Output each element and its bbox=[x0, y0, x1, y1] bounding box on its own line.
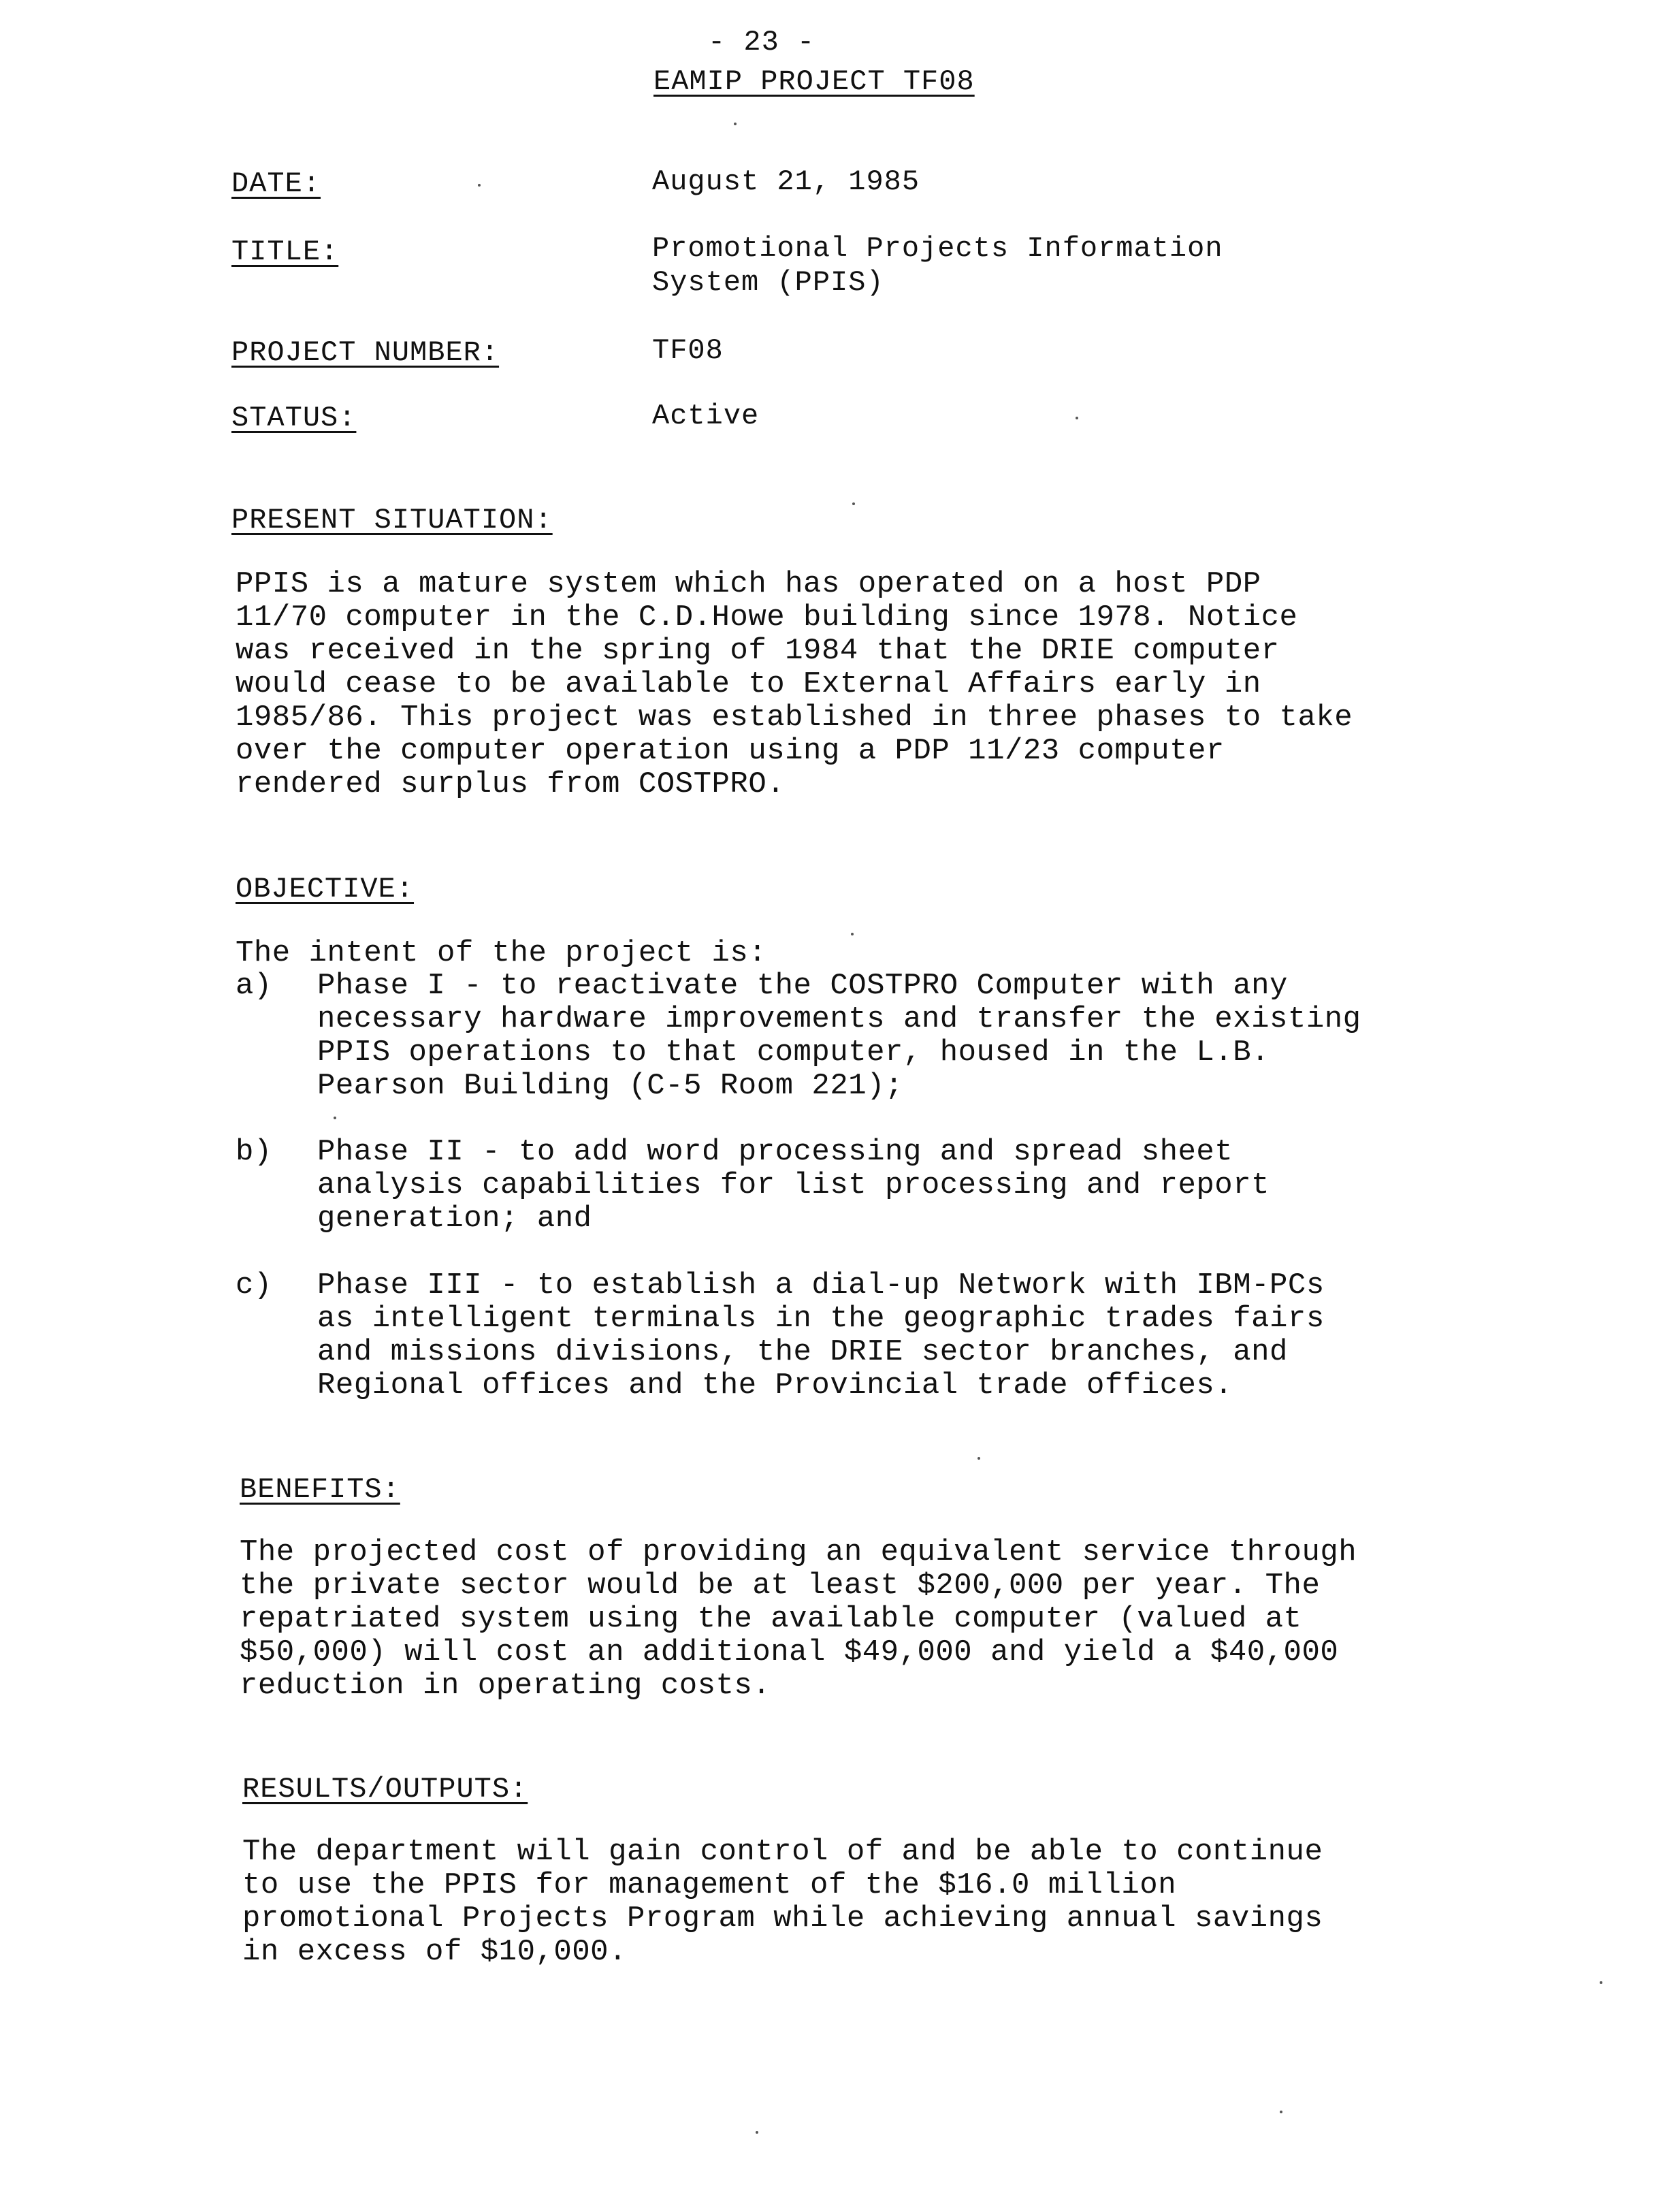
scan-speck bbox=[852, 502, 855, 505]
title-label: TITLE: bbox=[231, 236, 339, 268]
project-number-label: PROJECT NUMBER: bbox=[231, 336, 500, 369]
status-label: STATUS: bbox=[231, 402, 357, 434]
objective-heading: OBJECTIVE: bbox=[236, 873, 415, 906]
project-number-value: TF08 bbox=[652, 334, 724, 367]
date-label: DATE: bbox=[231, 167, 321, 200]
results-body: The department will gain control of and be able to continue to use the PPIS for management of the $16.0 million promotional Projects Program while achieving annual savings in excess of $10,000. bbox=[242, 1835, 1323, 1969]
list-marker: a) bbox=[236, 969, 272, 1003]
scan-speck bbox=[978, 1457, 980, 1460]
scan-speck bbox=[756, 2131, 758, 2134]
list-marker: c) bbox=[236, 1268, 272, 1302]
date-value: August 21, 1985 bbox=[652, 165, 920, 198]
status-value: Active bbox=[652, 400, 760, 432]
scan-speck bbox=[1076, 417, 1078, 419]
present-situation-body: PPIS is a mature system which has operated on a host PDP 11/70 computer in the C.D.Howe building since 1978. Notice was received in the spring of 1984 that the DRIE computer would cease to be available to External Affairs early in 1985/86. This project was established in three phases to take over the computer operation using a PDP 11/23 computer rendered surplus from COSTPRO. bbox=[236, 567, 1353, 801]
list-item-text: Phase I - to reactivate the COSTPRO Computer with any necessary hardware improvements and transfer the existing PPIS operations to that computer, housed in the L.B. Pearson Building (C-5 Room 221); bbox=[317, 969, 1361, 1103]
benefits-heading: BENEFITS: bbox=[240, 1473, 400, 1506]
list-item-text: Phase II - to add word processing and spread sheet analysis capabilities for list processing and report generation; and bbox=[317, 1135, 1270, 1236]
results-heading: RESULTS/OUTPUTS: bbox=[242, 1773, 528, 1806]
scan-speck bbox=[334, 1117, 336, 1119]
title-value: Promotional Projects Information System (PPIS) bbox=[652, 232, 1223, 299]
document-title: EAMIP PROJECT TF08 bbox=[653, 65, 975, 98]
list-marker: b) bbox=[236, 1135, 272, 1169]
list-item-text: Phase III - to establish a dial-up Network with IBM-PCs as intelligent terminals in the geographic trades fairs and missions divisions, the DRIE sector branches, and Regional offices and the Provincial trade offices. bbox=[317, 1268, 1325, 1403]
objective-intro: The intent of the project is: bbox=[236, 936, 767, 970]
scan-speck bbox=[478, 184, 481, 187]
scan-speck bbox=[734, 123, 737, 125]
scan-speck bbox=[1600, 1981, 1602, 1984]
scan-speck bbox=[851, 933, 854, 935]
page-number: - 23 - bbox=[708, 26, 815, 59]
benefits-body: The projected cost of providing an equivalent service through the private sector would be at least $200,000 per year. The repatriated system using the available computer (valued at $50,000) will cost an additional $49,000 and yield a $40,000 reduction in operating costs. bbox=[240, 1535, 1357, 1703]
present-situation-heading: PRESENT SITUATION: bbox=[231, 504, 553, 536]
scan-speck bbox=[1280, 2111, 1282, 2113]
